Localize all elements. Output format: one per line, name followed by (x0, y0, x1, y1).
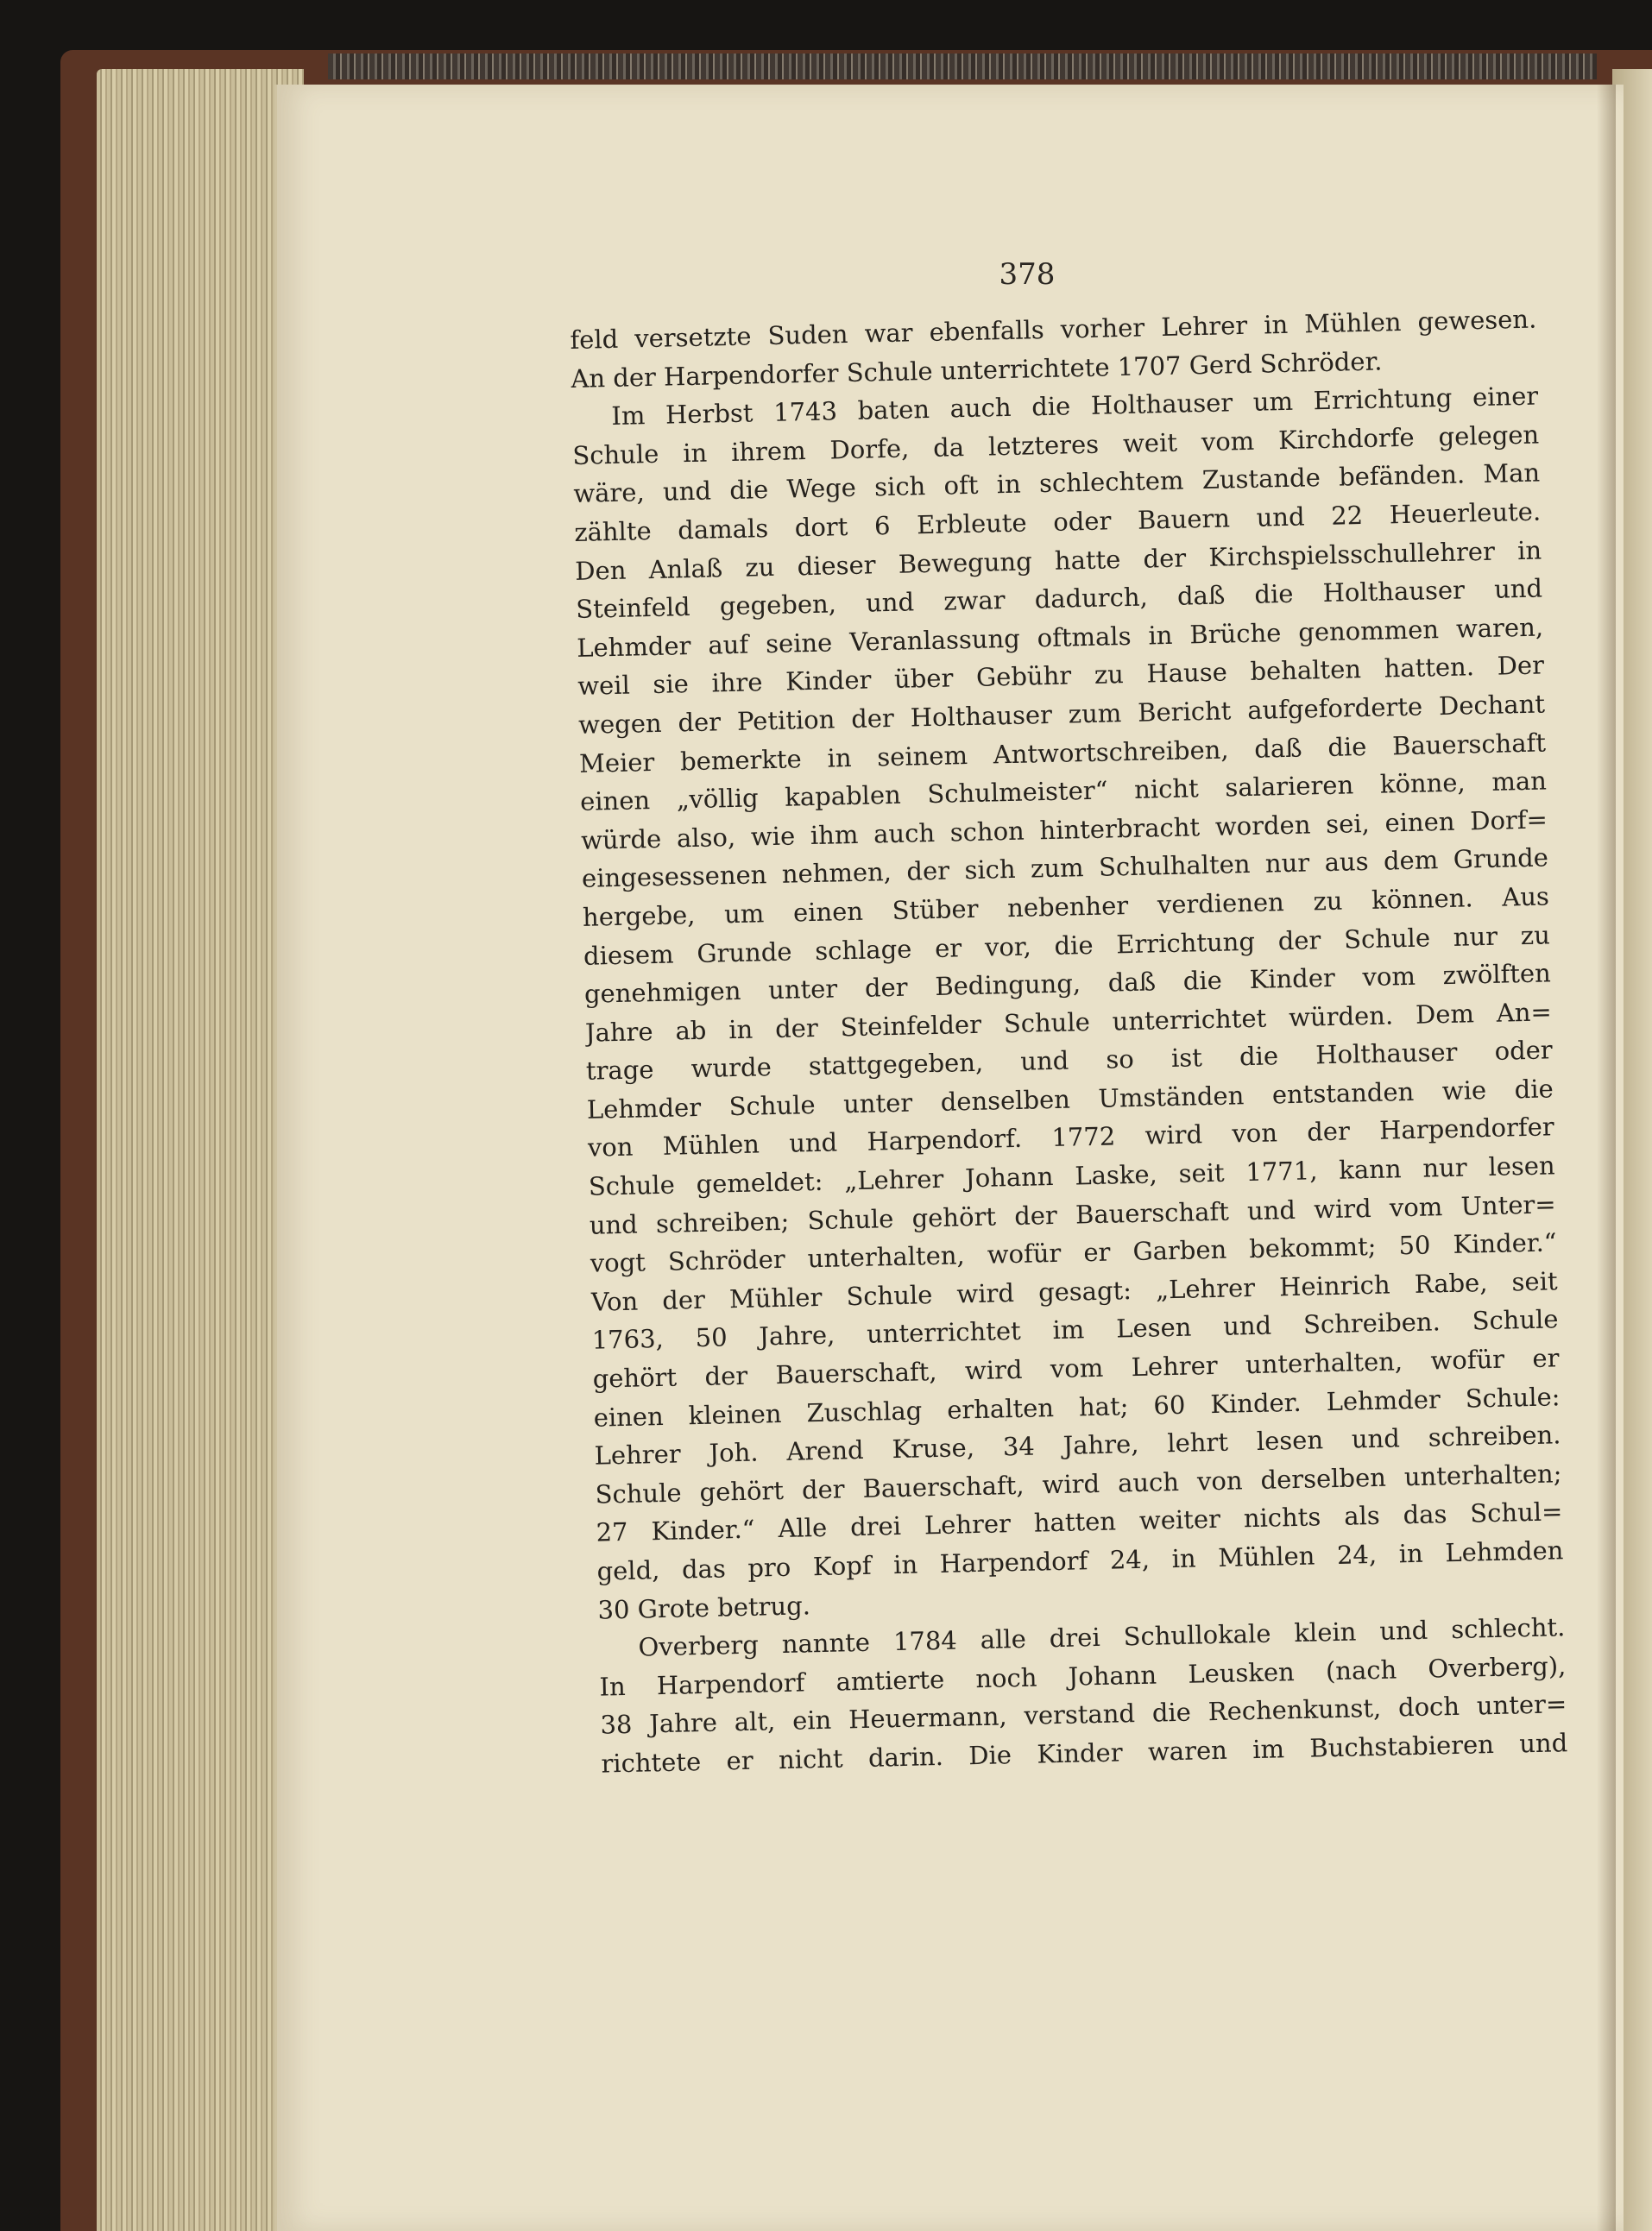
text-line: Jahre ab in der Steinfelder Schule unterrichtet würden. Dem An= (584, 997, 1553, 1048)
text-line: wegen der Petition der Holthauser zum Bericht aufgeforderte Dechant (577, 689, 1546, 740)
text-line: von Mühlen und Harpendorf. 1772 wird von der Harpendorfer (587, 1112, 1555, 1163)
text-line: Schule in ihrem Dorfe, da letzteres weit vom Kirchdorfe gelegen (572, 419, 1540, 470)
body-text (570, 300, 1568, 1784)
page-number: 378 (999, 257, 1056, 292)
text-line: einen kleinen Zuschlag erhalten hat; 60 Kinder. Lehmder Schule: (593, 1381, 1561, 1433)
text-line: Den Anlaß zu dieser Bewegung hatte der Kirchspielsschullehrer in (574, 535, 1542, 586)
text-line: Lehmder auf seine Veranlassung oftmals in Brüche genommen waren, (576, 612, 1544, 663)
text-line: Im Herbst 1743 baten auch die Holthauser um Errichtung einer (611, 381, 1539, 432)
text-line: An der Harpendorfer Schule unterrichtete 1707 Gerd Schröder. (571, 346, 1383, 394)
text-line: vogt Schröder unterhalten, wofür er Garben bekommt; 50 Kinder.“ (590, 1227, 1557, 1278)
text-line: gehört der Bauerschaft, wird vom Lehrer unterhalten, wofür er (592, 1343, 1560, 1394)
text-line: würde also, wie ihm auch schon hinterbracht worden sei, einen Dorf= (580, 804, 1548, 855)
text-line: Von der Mühler Schule wird gesagt: „Lehrer Heinrich Rabe, seit (590, 1266, 1558, 1317)
text-line: zählte damals dort 6 Erbleute oder Bauern und 22 Heuerleute. (573, 496, 1542, 547)
text-line: eingesessenen nehmen, der sich zum Schulhalten nur aus dem Grunde (581, 842, 1549, 894)
cover-top-edge (328, 54, 1597, 79)
text-line: trage wurde stattgegeben, und so ist die Holthauser oder (585, 1035, 1554, 1087)
text-line: Steinfeld gegeben, und zwar dadurch, daß die Holthauser und (575, 573, 1543, 625)
text-line: feld versetzte Suden war ebenfalls vorher Lehrer in Mühlen gewesen. (570, 304, 1537, 355)
text-line: 30 Grote betrug. (597, 1590, 811, 1625)
text-line: In Harpendorf amtierte noch Johann Leusken (nach Overberg), (599, 1650, 1567, 1702)
text-line: Lehrer Joh. Arend Kruse, 34 Jahre, lehrt lesen und schreiben. (594, 1420, 1561, 1471)
text-line: Schule gehört der Bauerschaft, wird auch von derselben unterhalten; (595, 1459, 1562, 1509)
text-line: 1763, 50 Jahre, unterrichtet im Lesen und Schreiben. Schule (591, 1304, 1559, 1356)
text-line: 27 Kinder.“ Alle drei Lehrer hatten weiter nichts als das Schul= (596, 1497, 1563, 1548)
text-line: genehmigen unter der Bedingung, daß die Kinder vom zwölften (583, 958, 1552, 1009)
text-line: Schule gemeldet: „Lehrer Johann Laske, seit 1771, kann nur lesen (588, 1150, 1555, 1201)
text-line: weil sie ihre Kinder über Gebühr zu Hause behalten hatten. Der (577, 650, 1545, 702)
text-line: und schreiben; Schule gehört der Bauerschaft und wird vom Unter= (589, 1188, 1556, 1240)
text-line: Overberg nannte 1784 alle drei Schullokale klein und schlecht. (638, 1612, 1566, 1662)
text-line: Meier bemerkte in seinem Antwortschreiben, daß die Bauerschaft (578, 727, 1547, 778)
text-line: richtete er nicht darin. Die Kinder waren im Buchstabieren und (601, 1728, 1568, 1779)
text-line: diesem Grunde schlage er vor, die Errichtung der Schule nur zu (583, 919, 1551, 971)
text-line: Lehmder Schule unter denselben Umständen entstanden wie die (586, 1074, 1554, 1125)
page-gutter (1597, 85, 1616, 2231)
page-edges (97, 69, 304, 2231)
text-line: einen „völlig kapablen Schulmeister“ nicht salarieren könne, man (579, 766, 1548, 816)
text-line: hergebe, um einen Stüber nebenher verdienen zu können. Aus (582, 881, 1550, 932)
text-line: wäre, und die Wege sich oft in schlechtem Zustande befänden. Man (573, 457, 1541, 509)
text-line: 38 Jahre alt, ein Heuermann, verstand die Rechenkunst, doch unter= (600, 1689, 1567, 1740)
text-line: geld, das pro Kopf in Harpendorf 24, in Mühlen 24, in Lehmden (596, 1535, 1564, 1586)
